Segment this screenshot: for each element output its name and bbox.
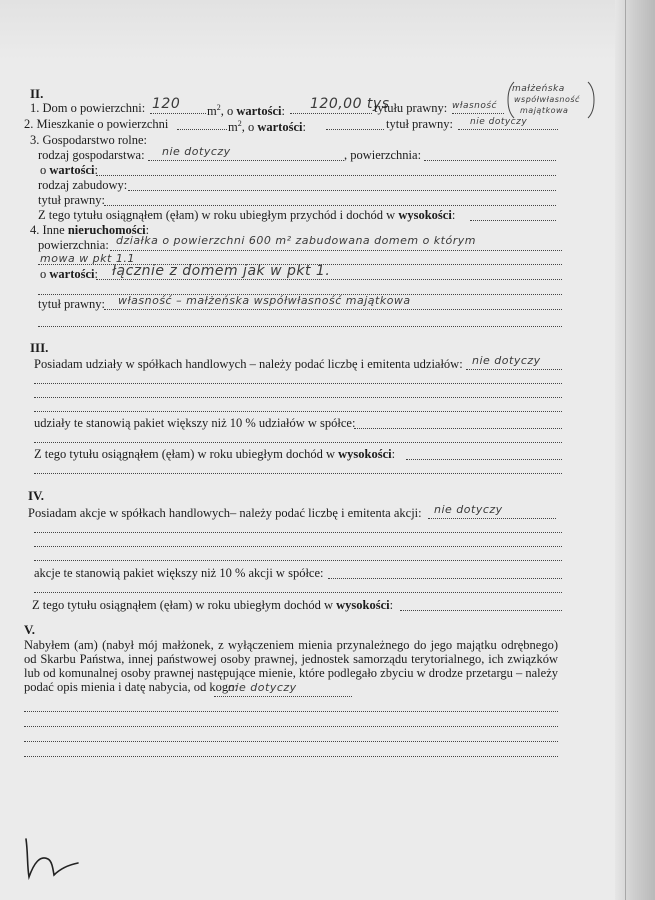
shares-value: nie dotyczy (472, 354, 541, 367)
handwritten-signature (22, 835, 92, 885)
section-v-paragraph: Nabyłem (am) (nabył mój małżonek, z wyłączeniem mienia przynależnego do jego majątku odrębnego) od Skarbu Państwa, innej państwowej osoby prawnej, jednostek samorządu terytorialnego, ich związków lub od komunalnej osoby prawnej następujące mienie, które podlegało zbyciu w drodze przetargu – należy podać opis mienia i datę nabycia, od kogo: (24, 638, 558, 694)
flat-title-value: nie dotyczy (470, 117, 528, 127)
house-note-2: współwłasność (514, 95, 580, 104)
section-iv-heading: IV. (28, 488, 45, 503)
farm-type-value: nie dotyczy (162, 145, 231, 158)
scan-edge (615, 0, 655, 900)
section-ii-heading: II. (30, 86, 44, 101)
house-note-3: majątkowa (520, 106, 569, 115)
property-area-value-2: mowa w pkt 1.1 (40, 252, 135, 265)
flat-line: 2. Mieszkanie o powierzchni (24, 117, 169, 131)
property-area-value: działka o powierzchni 600 m² zabudowana domem o którym (116, 234, 476, 247)
house-title-value: własność (452, 101, 497, 111)
section-iii-heading: III. (30, 340, 49, 355)
house-area-value: 120 (152, 96, 181, 112)
stocks-value: nie dotyczy (434, 503, 503, 516)
house-line (30, 101, 145, 115)
house-label: 1. Dom o powierzchni: (30, 101, 146, 115)
property-title-value: własność – małżeńska współwłasność majątkowa (118, 294, 411, 307)
property-value: łącznie z domem jak w pkt 1. (112, 263, 331, 279)
acquired-property-value: nie dotyczy (228, 681, 297, 694)
section-v-heading: V. (24, 622, 35, 637)
house-title-label: tytułu prawny: (374, 101, 448, 115)
scan-shadow-top (0, 0, 615, 60)
house-note-1: małżeńska (512, 84, 565, 94)
house-note-brackets (500, 80, 610, 122)
house-value: 120,00 tys (310, 96, 390, 112)
